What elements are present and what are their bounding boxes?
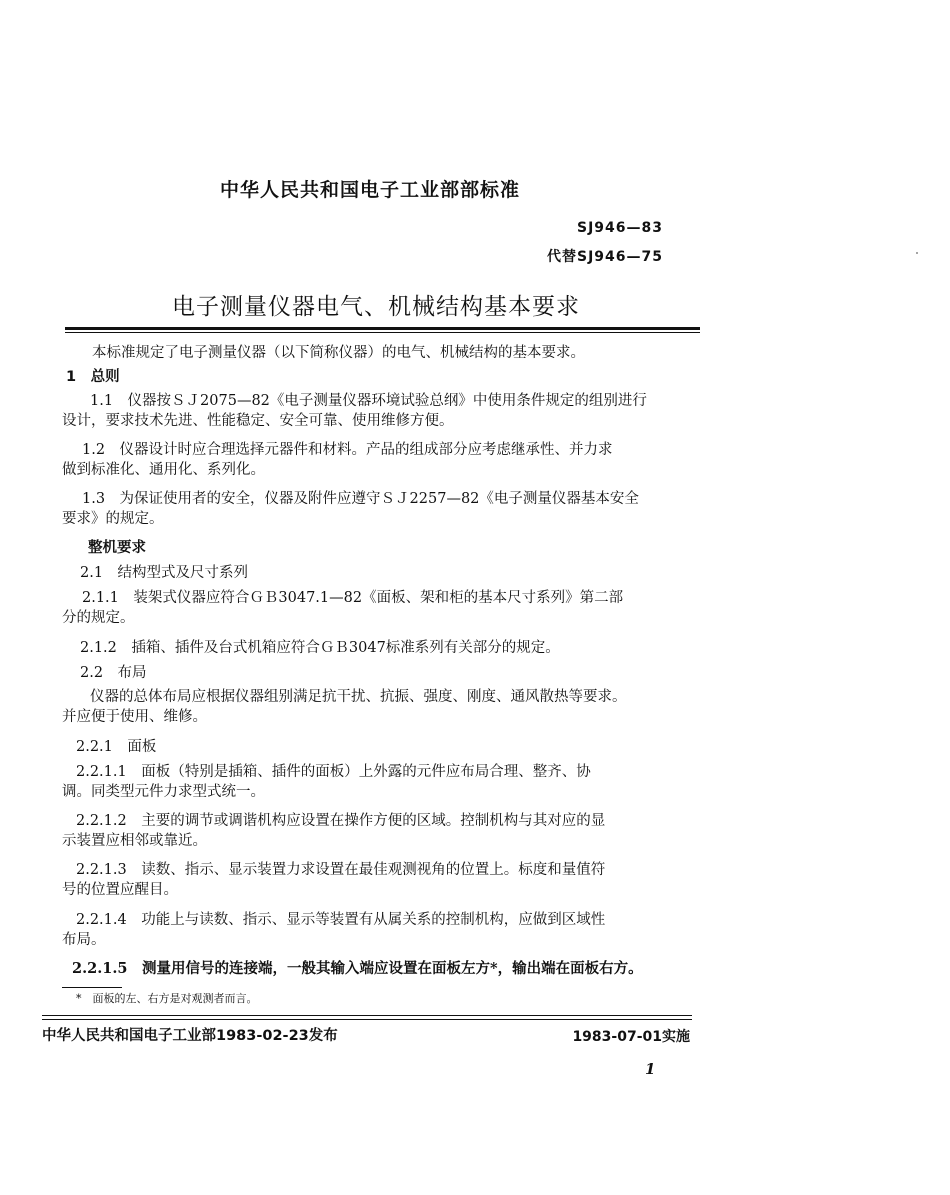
intro-paragraph: 本标准规定了电子测量仪器（以下简称仪器）的电气、机械结构的基本要求。: [92, 345, 585, 361]
clause-2-1: 2.1 结构型式及尺寸系列: [80, 565, 249, 581]
clause-1-3: 1.3 为保证使用者的安全，仪器及附件应遵守ＳＪ2257—82《电子测量仪器基本安全 要求》的规定。: [62, 491, 639, 527]
standard-number: SJ946—83: [577, 220, 663, 236]
clause-2-2-1-4: 2.2.1.4 功能上与读数、指示、显示等装置有从属关系的控制机构，应做到区域性 布局。: [62, 912, 606, 948]
footnote-rule: [62, 987, 122, 988]
effective-date: 1983-07-01实施: [572, 1029, 690, 1045]
section-2-heading: 整机要求: [88, 540, 146, 556]
footer-rule-thick: [42, 1015, 692, 1016]
clause-2-2-1-5: 2.2.1.5 测量用信号的连接端，一般其输入端应设置在面板左方*，输出端在面板右方。: [72, 960, 643, 977]
clause-2-1-2: 2.1.2 插箱、插件及台式机箱应符合ＧＢ3047标准系列有关部分的规定。: [80, 640, 560, 656]
clause-1-1: 1.1 仪器按ＳＪ2075—82《电子测量仪器环境试验总纲》中使用条件规定的组别进行 设计，要求技术先进、性能稳定、安全可靠、使用维修方便。: [62, 393, 647, 429]
clause-2-2-1-3: 2.2.1.3 读数、指示、显示装置力求设置在最佳观测视角的位置上。标度和量值符 号的位置应醒目。: [62, 862, 606, 898]
clause-2-1-1: 2.1.1 装架式仪器应符合ＧＢ3047.1—82《面板、架和柜的基本尺寸系列》第二部 分的规定。: [62, 590, 624, 626]
title-rule-thin: [65, 332, 700, 333]
title-rule-thick: [65, 327, 700, 330]
footer-rule-thin: [42, 1019, 692, 1020]
clause-1-2: 1.2 仪器设计时应合理选择元器件和材料。产品的组成部分应考虑继承性、并力求 做到标准化、通用化、系列化。: [62, 442, 613, 478]
ministry-standard-header: 中华人民共和国电子工业部部标准: [220, 179, 521, 201]
clause-2-2: 2.2 布局: [80, 665, 147, 681]
clause-2-2-1-1: 2.2.1.1 面板（特别是插箱、插件的面板）上外露的元件应布局合理、整齐、协 调。同类型元件力求型式统一。: [62, 764, 591, 800]
clause-2-2-text: 仪器的总体布局应根据仪器组别满足抗干扰、抗振、强度、刚度、通风散热等要求。 并应便于使用、维修。: [62, 689, 627, 725]
replaces-standard: 代替SJ946—75: [547, 249, 663, 265]
clause-2-2-1-2: 2.2.1.2 主要的调节或调谐机构应设置在操作方便的区域。控制机构与其对应的显 示装置应相邻或靠近。: [62, 813, 606, 849]
footnote: * 面板的左、右方是对观测者而言。: [76, 992, 258, 1005]
scan-speck: [916, 252, 918, 254]
page-number: 1: [645, 1060, 656, 1078]
document-title: 电子测量仪器电气、机械结构基本要求: [172, 294, 580, 320]
section-1-heading: 1 总则: [66, 369, 120, 385]
issue-date: 中华人民共和国电子工业部1983-02-23发布: [42, 1028, 338, 1044]
clause-2-2-1: 2.2.1 面板: [76, 739, 157, 755]
